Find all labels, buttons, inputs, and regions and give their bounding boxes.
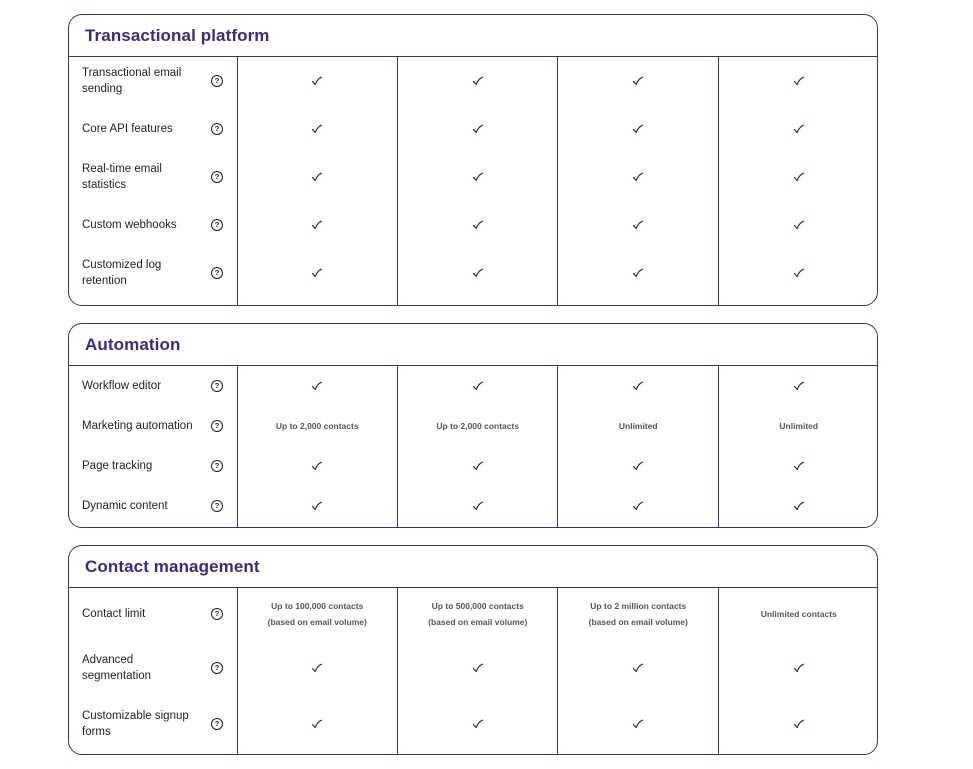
feature-cell — [69, 696, 237, 752]
cell-text-group — [589, 598, 688, 630]
question-circle-icon[interactable]: ? — [211, 267, 223, 279]
checkmark-icon — [311, 381, 323, 391]
section-header — [69, 546, 877, 588]
cell-text-group — [268, 598, 367, 630]
cell-text: (based on email volume) — [588, 617, 688, 627]
column-divider — [397, 366, 398, 527]
plan-cell — [719, 249, 879, 297]
feature-cell — [69, 153, 237, 201]
question-circle-icon[interactable]: ? — [211, 420, 223, 432]
column-divider — [557, 588, 558, 754]
feature-label: Customized log retention — [82, 259, 162, 287]
question-circle-icon[interactable]: ? — [211, 718, 223, 730]
plan-cell — [719, 696, 879, 752]
checkmark-icon — [793, 461, 805, 471]
cell-text: Up to 2 million contacts — [590, 601, 687, 611]
plan-cell — [719, 366, 879, 406]
cell-text: (based on email volume) — [267, 617, 367, 627]
plan-cell — [558, 486, 719, 526]
feature-label: Advanced segmentation — [82, 654, 152, 682]
plan-cell — [558, 696, 719, 752]
plan-cell — [719, 486, 879, 526]
question-circle-icon[interactable]: ? — [211, 219, 223, 231]
checkmark-icon — [311, 461, 323, 471]
feature-cell — [69, 57, 237, 105]
section-title: Contact management — [85, 556, 260, 576]
table-row — [69, 406, 877, 446]
checkmark-icon — [311, 663, 323, 673]
plan-cell — [558, 640, 719, 696]
column-divider — [557, 366, 558, 527]
plan-cell — [398, 366, 559, 406]
checkmark-icon — [472, 172, 484, 182]
feature-cell — [69, 366, 237, 406]
cell-text-group — [761, 606, 837, 622]
plan-cell — [398, 105, 559, 153]
checkmark-icon — [311, 501, 323, 511]
checkmark-icon — [793, 268, 805, 278]
feature-cell — [69, 105, 237, 153]
question-circle-icon[interactable]: ? — [211, 123, 223, 135]
question-circle-icon[interactable]: ? — [211, 171, 223, 183]
checkmark-icon — [472, 220, 484, 230]
plan-cell — [719, 588, 879, 640]
table-row — [69, 446, 877, 486]
plan-cell — [237, 105, 398, 153]
plan-cell — [398, 153, 559, 201]
plan-cell — [237, 249, 398, 297]
feature-rows — [69, 366, 877, 527]
cell-text: Up to 100,000 contacts — [271, 601, 364, 611]
plan-cell — [719, 406, 879, 446]
table-row — [69, 201, 877, 249]
plan-cell — [558, 105, 719, 153]
table-row — [69, 153, 877, 201]
section-contact-management — [68, 545, 878, 755]
checkmark-icon — [632, 76, 644, 86]
plan-cell — [398, 696, 559, 752]
column-divider — [718, 57, 719, 305]
cell-text: (based on email volume) — [428, 617, 528, 627]
feature-label: Marketing automation — [82, 420, 193, 432]
plan-cell — [237, 201, 398, 249]
cell-text: Up to 500,000 contacts — [431, 601, 524, 611]
feature-rows — [69, 57, 877, 305]
plan-cell — [398, 249, 559, 297]
plan-cell — [719, 446, 879, 486]
plan-cell — [558, 588, 719, 640]
column-divider — [237, 57, 238, 305]
plan-cell — [398, 406, 559, 446]
table-row — [69, 588, 877, 640]
feature-label: Transactional email sending — [82, 67, 182, 95]
plan-cell — [558, 446, 719, 486]
plan-cell — [398, 640, 559, 696]
checkmark-icon — [311, 172, 323, 182]
checkmark-icon — [793, 76, 805, 86]
plan-cell — [558, 57, 719, 105]
checkmark-icon — [793, 124, 805, 134]
plan-cell — [237, 588, 398, 640]
checkmark-icon — [311, 268, 323, 278]
section-transactional-platform — [68, 14, 878, 306]
feature-label: Dynamic content — [82, 500, 168, 512]
checkmark-icon — [793, 501, 805, 511]
feature-label: Page tracking — [82, 460, 153, 472]
question-circle-icon[interactable]: ? — [211, 500, 223, 512]
plan-cell — [237, 696, 398, 752]
feature-label: Customizable signup forms — [82, 710, 189, 738]
feature-cell — [69, 588, 237, 640]
question-circle-icon[interactable]: ? — [211, 662, 223, 674]
plan-cell — [719, 105, 879, 153]
checkmark-icon — [472, 461, 484, 471]
checkmark-icon — [472, 76, 484, 86]
table-row — [69, 366, 877, 406]
question-circle-icon[interactable]: ? — [211, 608, 223, 620]
plan-cell — [719, 201, 879, 249]
plan-cell — [398, 486, 559, 526]
plan-cell — [558, 153, 719, 201]
plan-cell — [237, 57, 398, 105]
cell-text: Up to 2,000 contacts — [436, 421, 520, 431]
feature-cell — [69, 249, 237, 297]
checkmark-icon — [472, 268, 484, 278]
checkmark-icon — [472, 124, 484, 134]
question-circle-icon[interactable]: ? — [211, 380, 223, 392]
plan-cell — [398, 446, 559, 486]
table-row — [69, 105, 877, 153]
cell-text-group — [428, 598, 527, 630]
section-automation — [68, 323, 878, 528]
table-row — [69, 696, 877, 752]
feature-label: Contact limit — [82, 608, 146, 620]
checkmark-icon — [793, 220, 805, 230]
table-row — [69, 57, 877, 105]
column-divider — [237, 366, 238, 527]
column-divider — [397, 588, 398, 754]
checkmark-icon — [632, 220, 644, 230]
cell-text: Unlimited — [779, 421, 819, 431]
plan-cell — [237, 486, 398, 526]
checkmark-icon — [472, 381, 484, 391]
table-row — [69, 486, 877, 526]
plan-cell — [719, 153, 879, 201]
feature-cell — [69, 406, 237, 446]
plan-cell — [398, 201, 559, 249]
section-header — [69, 15, 877, 57]
table-row — [69, 640, 877, 696]
checkmark-icon — [632, 381, 644, 391]
checkmark-icon — [311, 719, 323, 729]
cell-text: Unlimited — [618, 421, 658, 431]
feature-label: Core API features — [82, 123, 173, 135]
checkmark-icon — [793, 719, 805, 729]
plan-cell — [398, 57, 559, 105]
checkmark-icon — [311, 76, 323, 86]
question-circle-icon[interactable]: ? — [211, 460, 223, 472]
feature-rows — [69, 588, 877, 754]
feature-label: Custom webhooks — [82, 219, 177, 231]
checkmark-icon — [632, 124, 644, 134]
feature-label: Real-time email statistics — [82, 163, 162, 191]
feature-cell — [69, 486, 237, 526]
plan-cell — [237, 640, 398, 696]
checkmark-icon — [472, 501, 484, 511]
feature-label: Workflow editor — [82, 380, 162, 392]
plan-cell — [558, 249, 719, 297]
plan-cell — [237, 446, 398, 486]
checkmark-icon — [632, 268, 644, 278]
plan-cell — [558, 366, 719, 406]
plan-cell — [398, 588, 559, 640]
column-divider — [397, 57, 398, 305]
section-title: Transactional platform — [85, 25, 270, 45]
column-divider — [718, 588, 719, 754]
section-header — [69, 324, 877, 366]
feature-cell — [69, 446, 237, 486]
column-divider — [718, 366, 719, 527]
checkmark-icon — [632, 461, 644, 471]
column-divider — [237, 588, 238, 754]
checkmark-icon — [311, 124, 323, 134]
plan-cell — [558, 406, 719, 446]
cell-text: Unlimited contacts — [760, 609, 837, 619]
plan-cell — [237, 366, 398, 406]
checkmark-icon — [793, 172, 805, 182]
checkmark-icon — [632, 719, 644, 729]
section-title: Automation — [85, 334, 181, 354]
checkmark-icon — [632, 663, 644, 673]
plan-cell — [719, 57, 879, 105]
plan-cell — [719, 640, 879, 696]
cell-text: Up to 2,000 contacts — [275, 421, 359, 431]
checkmark-icon — [793, 663, 805, 673]
feature-cell — [69, 201, 237, 249]
checkmark-icon — [632, 172, 644, 182]
feature-cell — [69, 640, 237, 696]
question-circle-icon[interactable]: ? — [211, 75, 223, 87]
checkmark-icon — [472, 719, 484, 729]
checkmark-icon — [632, 501, 644, 511]
column-divider — [557, 57, 558, 305]
checkmark-icon — [311, 220, 323, 230]
plan-cell — [237, 406, 398, 446]
checkmark-icon — [793, 381, 805, 391]
checkmark-icon — [472, 663, 484, 673]
table-row — [69, 249, 877, 297]
plan-cell — [558, 201, 719, 249]
plan-cell — [237, 153, 398, 201]
